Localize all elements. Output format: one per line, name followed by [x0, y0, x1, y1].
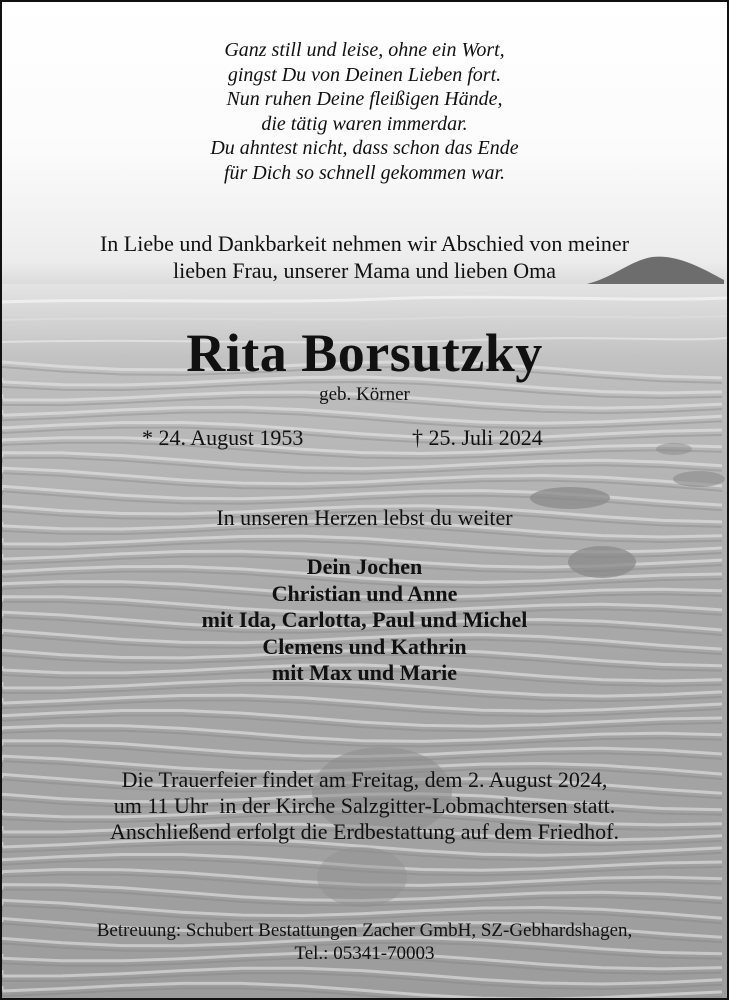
memorial-line: In unseren Herzen lebst du weiter [216, 505, 513, 530]
footprint [673, 471, 725, 487]
mourner-line: mit Max und Marie [271, 660, 458, 685]
mourner-line: Dein Jochen [306, 554, 423, 579]
funeral-home-line: Betreuung: Schubert Bestattungen Zacher GmbH, SZ-Gebhardshagen, [96, 920, 633, 941]
footprint [317, 847, 407, 907]
poem-line: Nun ruhen Deine fleißigen Hände, [226, 88, 503, 110]
poem-line: gingst Du von Deinen Lieben fort. [227, 63, 502, 86]
poem-line: Du ahntest nicht, dass schon das Ende [210, 137, 519, 159]
poem [2, 38, 727, 185]
ceremony-info [2, 767, 727, 845]
ceremony-line: um 11 Uhr in der Kirche Salzgitter-Lobmachtersen statt. [113, 793, 616, 818]
deceased-name: Rita Borsutzky [186, 323, 543, 383]
ceremony-line: Die Trauerfeier findet am Freitag, dem 2. August 2024, [121, 767, 608, 792]
death-date: † 25. Juli 2024 [412, 425, 543, 450]
mourner-line: Clemens und Kathrin [262, 633, 467, 659]
sand-ripple [2, 711, 722, 727]
mourner-line: Christian und Anne [271, 580, 458, 606]
mourners-list [2, 554, 727, 687]
funeral-home-phone: Tel.: 05341-70003 [294, 943, 435, 964]
life-dates [2, 425, 727, 455]
intro-line: In Liebe und Dankbarkeit nehmen wir Abschied von meiner [99, 231, 630, 256]
poem-line: die tätig waren immerdar. [261, 112, 468, 135]
birth-name: geb. Körner [319, 384, 410, 405]
birth-date: * 24. August 1953 [142, 425, 304, 450]
ceremony-line: Anschließend erfolgt die Erdbestattung auf dem Friedhof. [110, 819, 619, 844]
funeral-home-info [2, 919, 727, 965]
poem-line: Ganz still und leise, ohne ein Wort, [224, 39, 505, 61]
mourner-line: mit Ida, Carlotta, Paul und Michel [201, 607, 528, 632]
intro-text [2, 230, 727, 284]
poem-line: für Dich so schnell gekommen war. [223, 161, 506, 184]
intro-line: lieben Frau, unserer Mama und lieben Oma [172, 258, 557, 283]
